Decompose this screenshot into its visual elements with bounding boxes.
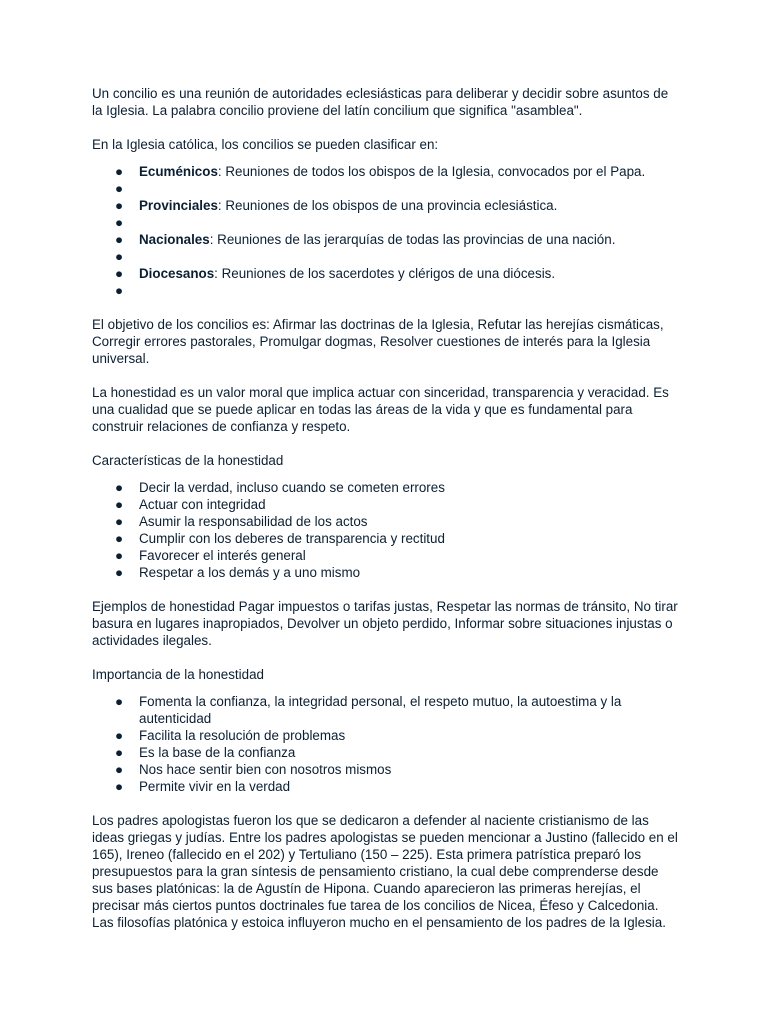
council-type-desc: : Reuniones de los obispos de una provincia eclesiástica.	[217, 198, 558, 213]
bullet-icon: ●	[114, 198, 124, 213]
bullet-icon: ●	[114, 514, 124, 529]
bullet-icon: ●	[114, 215, 124, 230]
bullet-icon: ●	[114, 249, 124, 264]
council-type-term: Nacionales	[139, 232, 210, 247]
heading-honesty-importance: Importancia de la honestidad	[92, 667, 264, 682]
bullet-icon: ●	[114, 283, 124, 298]
bullet-icon: ●	[114, 728, 124, 743]
list-item-text: Actuar con integridad	[139, 497, 266, 512]
list-item-text: Decir la verdad, incluso cuando se cometen errores	[139, 480, 445, 495]
list-item	[92, 564, 682, 581]
bullet-icon: ●	[114, 480, 124, 495]
list-item	[92, 761, 682, 778]
list-item	[92, 547, 682, 564]
paragraph-concilio-objective: El objetivo de los concilios es: Afirmar las doctrinas de la Iglesia, Refutar las herejías cismáticas, Corregir errores pastorales, Promulgar dogmas, Resolver cuestiones de interés para la Iglesia universal.	[92, 317, 664, 366]
list-item-text: Asumir la responsabilidad de los actos	[139, 514, 368, 529]
list-item-text: Permite vivir en la verdad	[139, 779, 291, 794]
list-item	[92, 744, 682, 761]
list-item	[92, 513, 682, 530]
document-page	[92, 85, 682, 931]
list-item	[92, 530, 682, 547]
list-item-text: Nos hace sentir bien con nosotros mismos	[139, 762, 392, 777]
council-type-term: Ecuménicos	[139, 164, 218, 179]
paragraph-honesty-examples: Ejemplos de honestidad Pagar impuestos o tarifas justas, Respetar las normas de tránsito, No tirar basura en lugares inapropiados, Devolver un objeto perdido, Informar sobre situaciones injustas o actividades ilegales.	[92, 599, 678, 648]
council-type-term: Provinciales	[139, 198, 218, 213]
council-type-term: Diocesanos	[139, 266, 215, 281]
bullet-icon: ●	[114, 181, 124, 196]
list-item	[92, 496, 682, 513]
bullet-icon: ●	[114, 548, 124, 563]
honesty-traits-list	[92, 479, 682, 581]
bullet-icon: ●	[114, 232, 124, 247]
council-type-desc: : Reuniones de todos los obispos de la Iglesia, convocados por el Papa.	[217, 164, 646, 179]
heading-honesty-traits: Características de la honestidad	[92, 453, 284, 468]
list-item-text: Fomenta la confianza, la integridad personal, el respeto mutuo, la autoestima y la autenticidad	[139, 694, 622, 726]
list-item	[92, 693, 682, 727]
list-item	[92, 231, 682, 248]
list-item	[92, 479, 682, 496]
list-item-text: Favorecer el interés general	[139, 548, 306, 563]
list-item-text: Respetar a los demás y a uno mismo	[139, 565, 361, 580]
honesty-importance-list	[92, 693, 682, 795]
list-item	[92, 197, 682, 214]
bullet-icon: ●	[114, 779, 124, 794]
bullet-icon: ●	[114, 266, 124, 281]
list-item	[92, 727, 682, 744]
list-item-text: Facilita la resolución de problemas	[139, 728, 346, 743]
council-types-list	[92, 163, 682, 299]
empty-list-item	[92, 282, 682, 299]
bullet-icon: ●	[114, 745, 124, 760]
empty-list-item	[92, 214, 682, 231]
empty-list-item	[92, 248, 682, 265]
paragraph-concilio-classification: En la Iglesia católica, los concilios se pueden clasificar en:	[92, 137, 439, 152]
bullet-icon: ●	[114, 164, 124, 179]
list-item	[92, 265, 682, 282]
council-type-desc: : Reuniones de las jerarquías de todas las provincias de una nación.	[209, 232, 616, 247]
empty-list-item	[92, 180, 682, 197]
list-item-text: Es la base de la confianza	[139, 745, 296, 760]
paragraph-apologist-fathers: Los padres apologistas fueron los que se dedicaron a defender al naciente cristianismo de las ideas griegas y judías. Entre los padres apologistas se pueden mencionar a Justino (fallecido en el 165), Ireneo (fallecido en el 202) y Tertuliano (150 – 225). Esta primera patrística preparó los presupuestos para la gran síntesis de pensamiento cristiano, la cual debe comprenderse desde sus bases platónicas: la de Agustín de Hipona. Cuando aparecieron las primeras herejías, el precisar más ciertos puntos doctrinales fue tarea de los concilios de Nicea, Éfeso y Calcedonia. Las filosofías platónica y estoica influyeron mucho en el pensamiento de los padres de la Iglesia.	[92, 813, 678, 930]
list-item	[92, 778, 682, 795]
paragraph-concilio-definition: Un concilio es una reunión de autoridades eclesiásticas para deliberar y decidir sobre asuntos de la Iglesia. La palabra concilio proviene del latín concilium que significa "asamblea".	[92, 86, 669, 118]
list-item	[92, 163, 682, 180]
council-type-desc: : Reuniones de los sacerdotes y clérigos de una diócesis.	[214, 266, 556, 281]
bullet-icon: ●	[114, 565, 124, 580]
bullet-icon: ●	[114, 497, 124, 512]
bullet-icon: ●	[114, 694, 124, 709]
bullet-icon: ●	[114, 762, 124, 777]
list-item-text: Cumplir con los deberes de transparencia y rectitud	[139, 531, 445, 546]
bullet-icon: ●	[114, 531, 124, 546]
paragraph-honesty-definition: La honestidad es un valor moral que implica actuar con sinceridad, transparencia y veracidad. Es una cualidad que se puede aplicar en todas las áreas de la vida y que es fundamental para construir relaciones de confianza y respeto.	[92, 385, 669, 434]
